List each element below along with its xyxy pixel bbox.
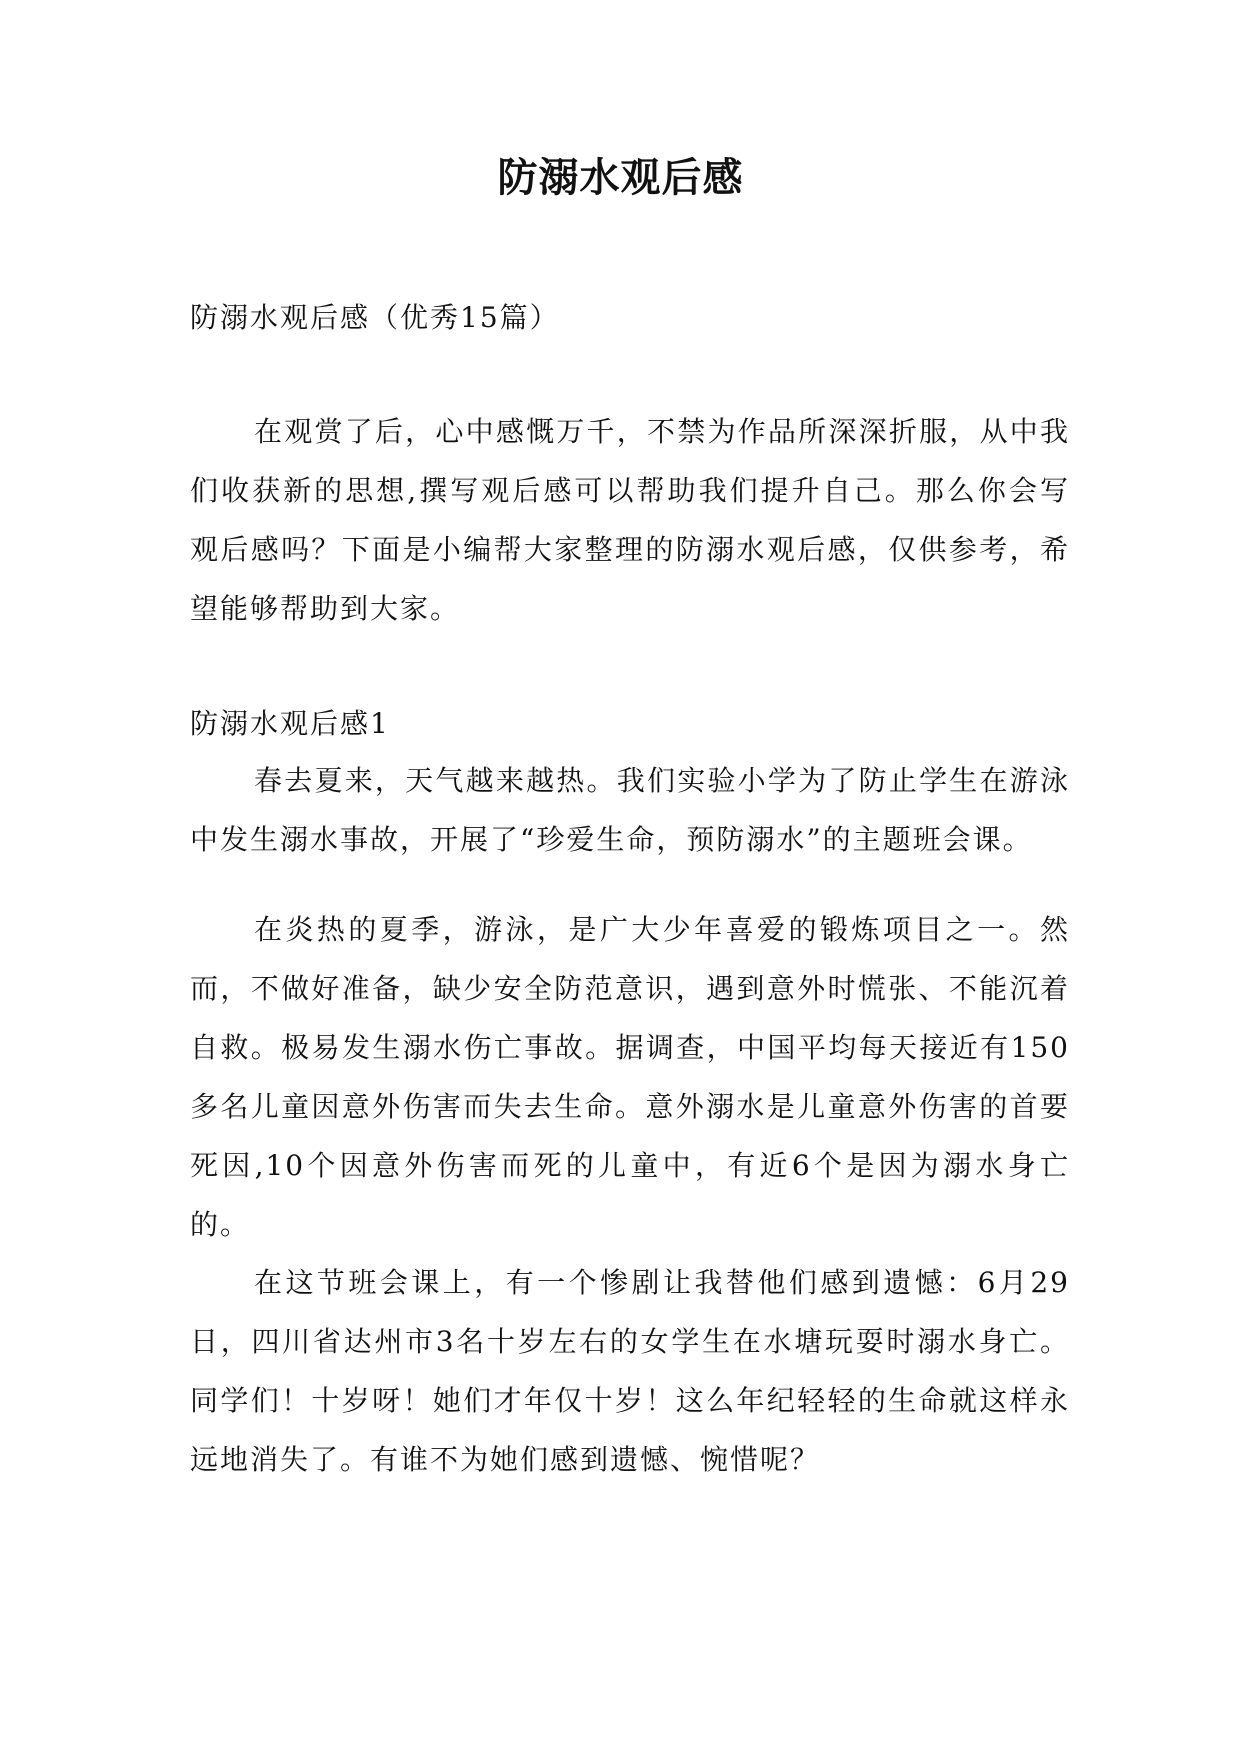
document-subtitle: 防溺水观后感（优秀15篇） [190,301,560,334]
section-heading: 防溺水观后感1 [190,707,390,740]
body-paragraph-3: 在这节班会课上，有一个惨剧让我替他们感到遗憾：6月29日，四川省达州市3名十岁左右的女学生在水塘玩耍时溺水身亡。同学们！十岁呀！她们才年仅十岁！这么年纪轻轻的生命就这样永远地消失了。有谁不为她们感到遗憾、惋惜呢？ [190,1266,1070,1476]
intro-paragraph: 在观赏了后，心中感慨万千，不禁为作品所深深折服，从中我们收获新的思想,撰写观后感可以帮助我们提升自己。那么你会写观后感吗？下面是小编帮大家整理的防溺水观后感，仅供参考，希望能够帮助到大家。 [190,415,1070,625]
body-paragraph-1: 春去夏来，天气越来越热。我们实验小学为了防止学生在游泳中发生溺水事故，开展了“珍爱生命，预防溺水”的主题班会课。 [190,764,1070,856]
document-title: 防溺水观后感 [497,155,744,201]
body-paragraph-2: 在炎热的夏季，游泳，是广大少年喜爱的锻炼项目之一。然而，不做好准备，缺少安全防范意识，遇到意外时慌张、不能沉着自救。极易发生溺水伤亡事故。据调查，中国平均每天接近有150多名儿童因意外伤害而失去生命。意外溺水是儿童意外伤害的首要死因,10个因意外伤害而死的儿童中，有近6个是因为溺水身亡的。 [190,913,1070,1241]
